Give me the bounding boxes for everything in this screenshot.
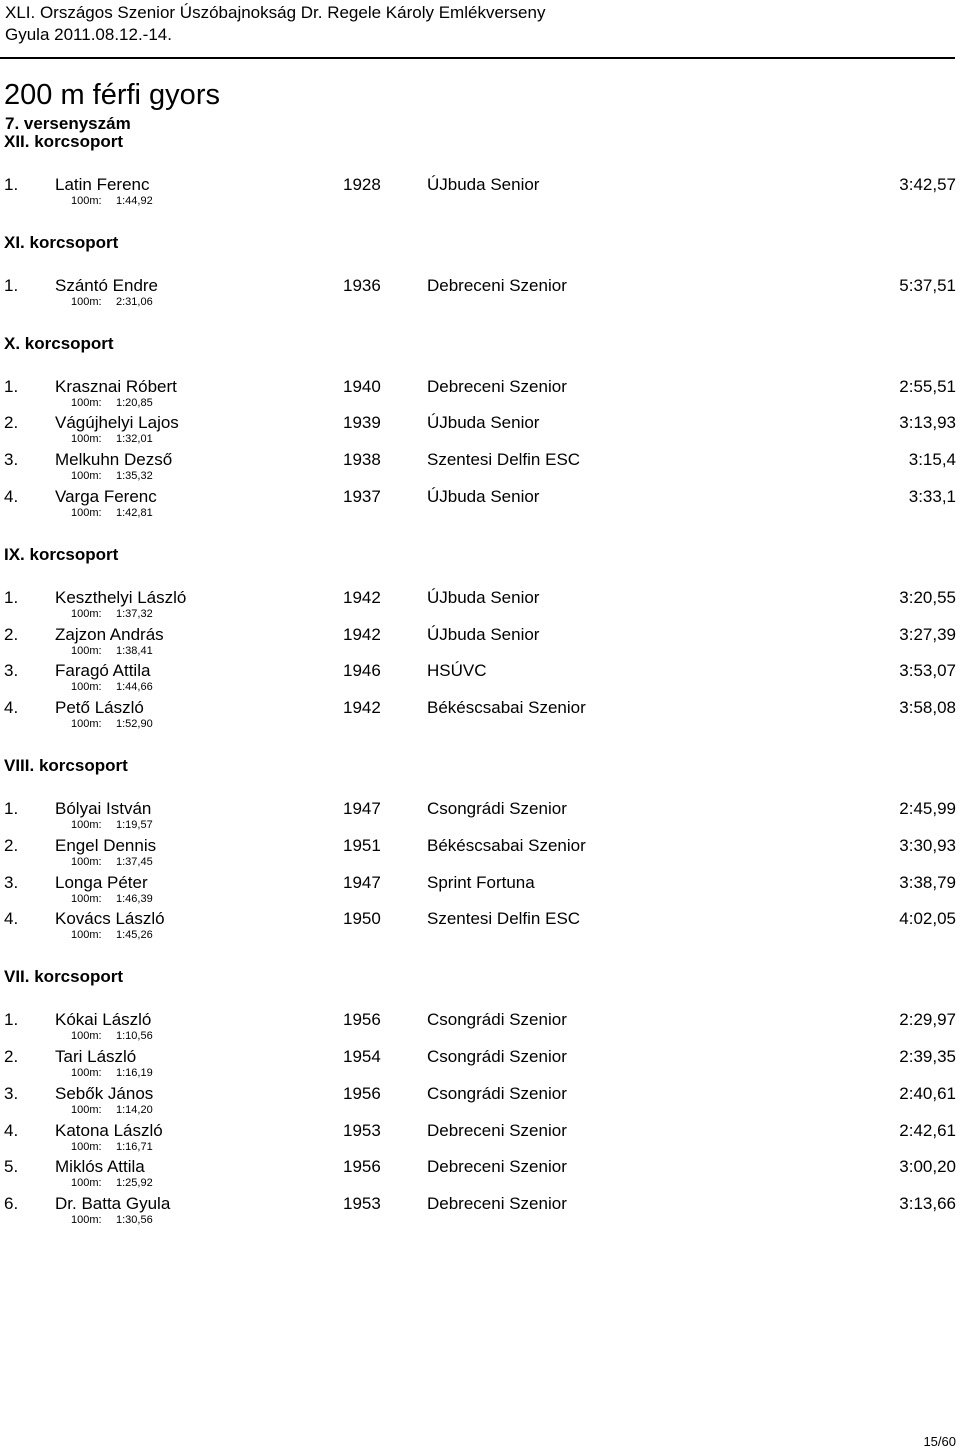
club-name: Szentesi Delfin ESC [427, 450, 581, 470]
swimmer-name: Pető László [55, 698, 144, 718]
birth-year: 1950 [343, 909, 381, 929]
swimmer-name: Kókai László [55, 1010, 152, 1030]
split-value: 1:14,20 [116, 1103, 153, 1116]
swimmer-name: Tari László [55, 1047, 137, 1066]
split-time [71, 194, 153, 208]
split-value: 1:37,45 [116, 855, 153, 868]
final-time: 3:13,66 [899, 1194, 956, 1214]
birth-year: 1953 [343, 1120, 381, 1140]
birth-year: 1953 [343, 1194, 381, 1214]
birth-year: 1956 [343, 1010, 381, 1030]
result-row [0, 836, 960, 872]
club-name: Debreceni Szenior [427, 1157, 567, 1177]
place-number: 2. [4, 1047, 19, 1066]
split-time [71, 818, 153, 832]
result-row [0, 413, 960, 449]
age-group-title: IX. korcsoport [4, 544, 119, 564]
birth-year: 1954 [343, 1047, 381, 1066]
swimmer-name: Longa Péter [55, 872, 148, 892]
birth-year: 1942 [343, 587, 381, 607]
final-time: 3:33,1 [908, 487, 956, 506]
split-time [71, 928, 153, 942]
place-number: 3. [4, 661, 19, 681]
event-number: 7. versenyszám [5, 114, 131, 133]
result-row [0, 909, 960, 945]
result-row [0, 1010, 960, 1046]
final-time: 3:53,07 [899, 661, 956, 681]
final-time: 3:20,55 [899, 587, 956, 607]
split-value: 1:20,85 [116, 396, 153, 409]
birth-year: 1936 [343, 275, 381, 295]
split-label: 100m: [71, 195, 102, 207]
club-name: Békéscsabai Szenior [427, 698, 586, 718]
result-row [0, 799, 960, 835]
club-name: ÚJbuda Senior [427, 624, 540, 644]
final-time: 2:55,51 [899, 376, 956, 396]
split-value: 1:16,71 [116, 1140, 153, 1153]
place-number: 1. [4, 175, 19, 194]
swimmer-name: Varga Ferenc [55, 487, 157, 506]
split-value: 1:44,66 [116, 681, 153, 694]
split-time [71, 680, 153, 694]
split-time [71, 506, 153, 520]
split-value: 2:31,06 [116, 295, 153, 308]
split-label: 100m: [71, 855, 102, 868]
birth-year: 1939 [343, 413, 381, 433]
page-header [5, 0, 960, 45]
split-time [71, 1176, 153, 1190]
swimmer-name: Melkuhn Dezső [55, 450, 173, 470]
final-time: 2:29,97 [899, 1010, 956, 1030]
place-number: 4. [4, 698, 19, 718]
club-name: Békéscsabai Szenior [427, 835, 586, 855]
final-time: 2:39,35 [899, 1047, 956, 1066]
swimmer-name: Kovács László [55, 909, 165, 929]
result-row [0, 276, 960, 312]
club-name: Debreceni Szenior [427, 376, 567, 396]
club-name: HSÚVC [427, 661, 487, 681]
club-name: Csongrádi Szenior [427, 1083, 567, 1103]
split-value: 1:19,57 [116, 819, 153, 831]
final-time: 3:38,79 [899, 872, 956, 892]
competition-title: XLI. Országos Szenior Úszóbajnokság Dr. Regele Károly Emlékverseny [5, 3, 546, 22]
split-label: 100m: [71, 1067, 102, 1079]
age-group-title: XI. korcsoport [4, 232, 119, 252]
split-label: 100m: [71, 607, 102, 620]
split-label: 100m: [71, 396, 102, 409]
birth-year: 1947 [343, 799, 381, 818]
result-row [0, 1084, 960, 1120]
swimmer-name: Szántó Endre [55, 275, 159, 295]
club-name: ÚJbuda Senior [427, 413, 540, 433]
split-time [71, 717, 153, 731]
split-label: 100m: [71, 433, 102, 446]
club-name: Csongrádi Szenior [427, 1010, 567, 1030]
birth-year: 1956 [343, 1083, 381, 1103]
birth-year: 1956 [343, 1157, 381, 1177]
split-label: 100m: [71, 819, 102, 831]
split-time [71, 1140, 153, 1154]
swimmer-name: Vágújhelyi Lajos [55, 413, 179, 433]
birth-year: 1937 [343, 487, 381, 506]
club-name: ÚJbuda Senior [427, 487, 540, 506]
birth-year: 1951 [343, 835, 381, 855]
result-row [0, 175, 960, 211]
result-row [0, 450, 960, 486]
club-name: Csongrádi Szenior [427, 799, 567, 818]
club-name: Sprint Fortuna [427, 872, 535, 892]
swimmer-name: Miklós Attila [55, 1157, 145, 1177]
swimmer-name: Faragó Attila [55, 661, 151, 681]
place-number: 4. [4, 487, 19, 506]
place-number: 4. [4, 909, 19, 929]
split-time [71, 295, 153, 309]
birth-year: 1940 [343, 376, 381, 396]
split-time [71, 432, 153, 446]
split-value: 1:52,90 [116, 718, 153, 731]
final-time: 3:27,39 [899, 624, 956, 644]
split-value: 1:45,26 [116, 929, 153, 942]
split-time [71, 607, 153, 621]
result-row [0, 1194, 960, 1230]
age-group-title: X. korcsoport [4, 333, 114, 353]
swimmer-name: Zajzon András [55, 624, 164, 644]
swimmer-name: Krasznai Róbert [55, 376, 177, 396]
result-row [0, 588, 960, 624]
club-name: Szentesi Delfin ESC [427, 909, 581, 929]
split-label: 100m: [71, 681, 102, 694]
split-time [71, 396, 153, 410]
split-label: 100m: [71, 892, 102, 905]
place-number: 1. [4, 275, 19, 295]
birth-year: 1942 [343, 698, 381, 718]
split-time [71, 644, 153, 658]
club-name: ÚJbuda Senior [427, 587, 540, 607]
split-label: 100m: [71, 1103, 102, 1116]
split-label: 100m: [71, 1214, 102, 1227]
place-number: 4. [4, 1120, 19, 1140]
club-name: Csongrádi Szenior [427, 1047, 567, 1066]
place-number: 3. [4, 872, 19, 892]
split-label: 100m: [71, 929, 102, 942]
birth-year: 1946 [343, 661, 381, 681]
split-label: 100m: [71, 1030, 102, 1043]
result-row [0, 625, 960, 661]
place-number: 2. [4, 835, 19, 855]
split-time [71, 1103, 153, 1117]
split-value: 1:16,19 [116, 1067, 153, 1079]
age-group-title: VIII. korcsoport [4, 756, 128, 775]
split-value: 1:46,39 [116, 892, 153, 905]
swimmer-name: Bólyai István [55, 799, 152, 818]
split-value: 1:10,56 [116, 1030, 153, 1043]
age-group-title: XII. korcsoport [4, 132, 124, 151]
place-number: 1. [4, 799, 19, 818]
swimmer-name: Engel Dennis [55, 835, 157, 855]
final-time: 4:02,05 [899, 909, 956, 929]
split-value: 1:35,32 [116, 470, 153, 483]
final-time: 3:42,57 [899, 175, 956, 194]
final-time: 2:42,61 [899, 1120, 956, 1140]
split-value: 1:37,32 [116, 607, 153, 620]
final-time: 5:37,51 [899, 275, 956, 295]
split-label: 100m: [71, 470, 102, 483]
split-time [71, 1213, 153, 1227]
split-label: 100m: [71, 1177, 102, 1190]
result-row [0, 487, 960, 523]
place-number: 1. [4, 587, 19, 607]
split-value: 1:30,56 [116, 1214, 153, 1227]
age-group-title: VII. korcsoport [4, 967, 124, 987]
place-number: 3. [4, 1083, 19, 1103]
place-number: 1. [4, 376, 19, 396]
split-time [71, 892, 153, 906]
split-value: 1:38,41 [116, 644, 153, 657]
birth-year: 1938 [343, 450, 381, 470]
birth-year: 1947 [343, 872, 381, 892]
final-time: 3:58,08 [899, 698, 956, 718]
club-name: ÚJbuda Senior [427, 175, 540, 194]
split-label: 100m: [71, 718, 102, 731]
place-number: 6. [4, 1194, 19, 1214]
swimmer-name: Katona László [55, 1120, 163, 1140]
final-time: 3:13,93 [899, 413, 956, 433]
place-number: 3. [4, 450, 19, 470]
place-number: 2. [4, 624, 19, 644]
split-value: 1:25,92 [116, 1177, 153, 1190]
result-row [0, 661, 960, 697]
split-label: 100m: [71, 507, 102, 519]
split-time [71, 1029, 153, 1043]
split-time [71, 469, 153, 483]
competition-venue-date: Gyula 2011.08.12.-14. [5, 25, 172, 44]
split-time [71, 855, 153, 869]
birth-year: 1928 [343, 175, 381, 194]
swimmer-name: Sebők János [55, 1083, 154, 1103]
final-time: 2:40,61 [899, 1083, 956, 1103]
result-row [0, 1157, 960, 1193]
final-time: 3:30,93 [899, 835, 956, 855]
split-value: 1:42,81 [116, 507, 153, 519]
split-time [71, 1066, 153, 1080]
result-row [0, 873, 960, 909]
event-title: 200 m férfi gyors [4, 79, 220, 111]
place-number: 2. [4, 413, 19, 433]
final-time: 2:45,99 [899, 799, 956, 818]
club-name: Debreceni Szenior [427, 275, 567, 295]
club-name: Debreceni Szenior [427, 1194, 567, 1214]
split-label: 100m: [71, 644, 102, 657]
swimmer-name: Latin Ferenc [55, 175, 150, 194]
split-label: 100m: [71, 295, 102, 308]
swimmer-name: Dr. Batta Gyula [55, 1194, 171, 1214]
birth-year: 1942 [343, 624, 381, 644]
club-name: Debreceni Szenior [427, 1120, 567, 1140]
split-label: 100m: [71, 1140, 102, 1153]
swimmer-name: Keszthelyi László [55, 587, 187, 607]
split-value: 1:32,01 [116, 433, 153, 446]
final-time: 3:00,20 [899, 1157, 956, 1177]
result-row [0, 377, 960, 413]
header-divider [0, 57, 955, 59]
final-time: 3:15,4 [908, 450, 956, 470]
result-row [0, 698, 960, 734]
split-value: 1:44,92 [116, 195, 153, 207]
place-number: 1. [4, 1010, 19, 1030]
result-row [0, 1047, 960, 1083]
result-row [0, 1121, 960, 1157]
place-number: 5. [4, 1157, 19, 1177]
page-number: 15/60 [923, 1434, 956, 1449]
